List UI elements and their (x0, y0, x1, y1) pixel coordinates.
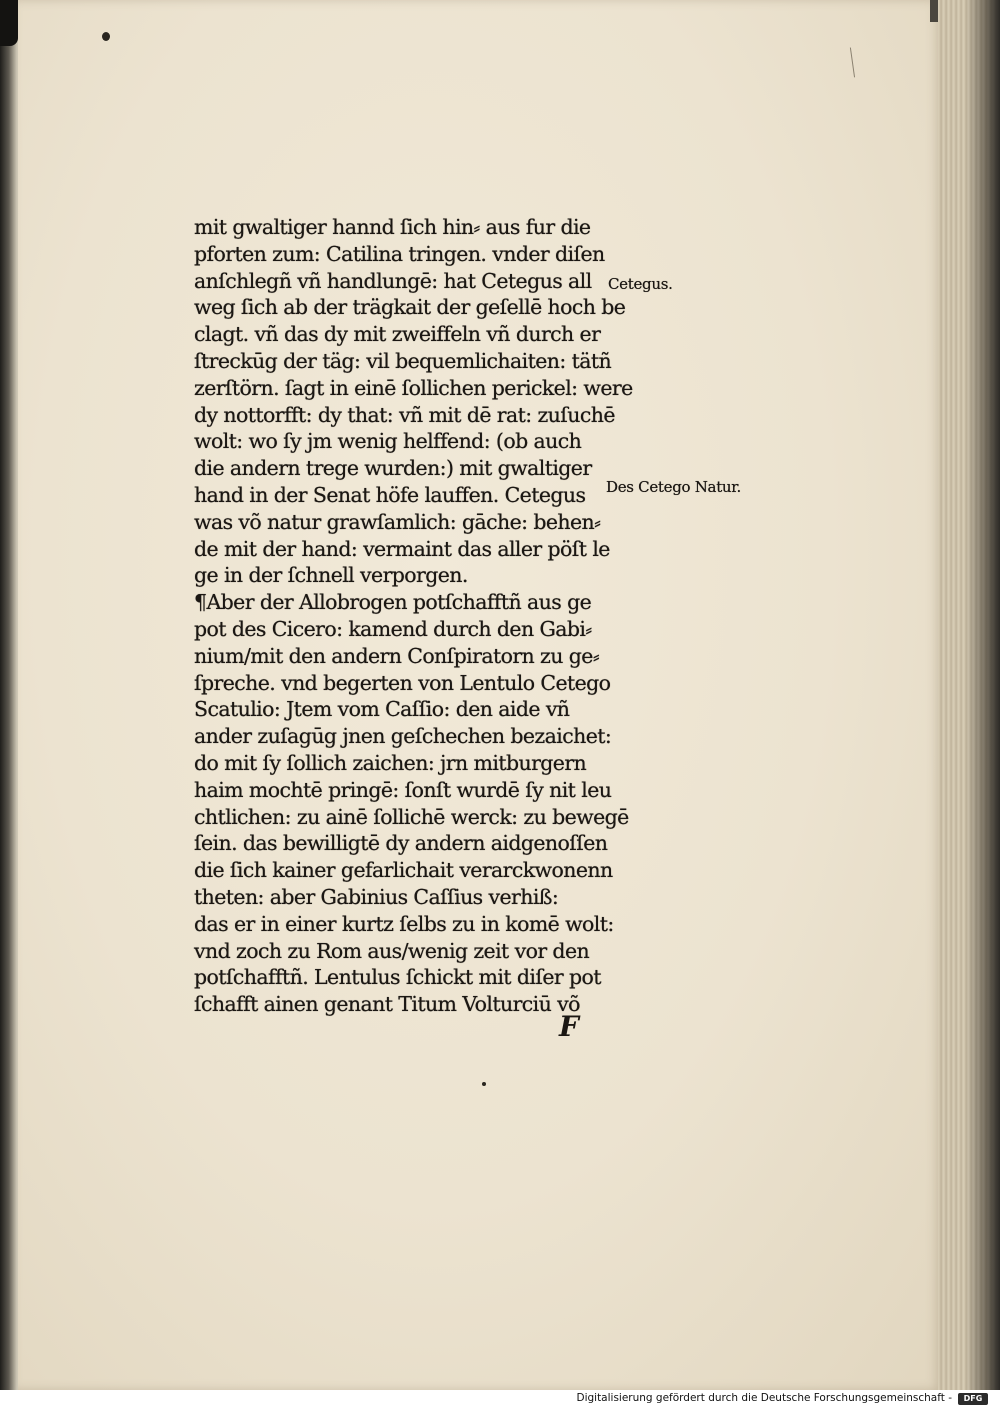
text-line: ander zuſagūg jnen geſchechen bezaichet: (194, 724, 612, 749)
book-page (18, 0, 942, 1390)
text-line: ſchafft ainen genant Titum Volturciū võ (194, 992, 580, 1017)
text-line: chtlichen: zu ainē ſollichē werck: zu bewegē (194, 804, 629, 829)
ink-speck (482, 1082, 486, 1086)
text-line: clagt. vñ das dy mit zweiffeln vñ durch er (194, 322, 601, 347)
text-line: ge in der ſchnell verporgen. (194, 563, 468, 588)
text-line: dy nottorfft: dy that: vñ mit dē rat: zuſuchē (194, 402, 615, 427)
footer-bar (0, 1390, 1000, 1408)
text-line: weg ſich ab der trägkait der geſellē hoch be (194, 295, 626, 320)
text-line: haim mochtē pringē: ſonſt wurdē ſy nit leu (194, 777, 612, 802)
text-line: das er in einer kurtz ſelbs zu in komē wolt: (194, 911, 614, 936)
signature-mark: F (559, 1010, 579, 1043)
pencil-mark (842, 48, 855, 79)
text-line: ſpreche. vnd begerten von Lentulo Cetego (194, 670, 611, 695)
margin-note-cetegus: Cetegus. (608, 275, 673, 293)
page-edges-shadow (965, 0, 1000, 1390)
text-line: vnd zoch zu Rom aus/wenig zeit vor den (194, 938, 590, 963)
text-line: theten: aber Gabinius Caſſius verhiß: (194, 884, 559, 909)
text-line: Scatulio: Jtem vom Caſſio: den aide vñ (194, 697, 570, 722)
footer-credit: Digitalisierung gefördert durch die Deutsche Forschungsgemeinschaft - (576, 1392, 952, 1404)
text-line: potſchafftñ. Lentulus ſchickt mit diſer pot (194, 965, 601, 990)
text-line: zerſtörn. ſagt in einē ſollichen perickel: were (194, 375, 633, 400)
book-cover-corner (0, 0, 18, 46)
text-line: hand in der Senat höfe lauffen. Cetegus (194, 482, 586, 507)
text-line: was võ natur grawſamlich: gāche: behen⸗ (194, 509, 601, 534)
text-line: de mit der hand: vermaint das aller pöſt le (194, 536, 610, 561)
text-line: ſein. das bewilligtē dy andern aidgenoſſen (194, 831, 608, 856)
text-line: mit gwaltiger hannd ſich hin⸗ aus fur die (194, 215, 591, 239)
text-block (194, 214, 633, 1018)
dfg-logo: DFG (958, 1393, 988, 1405)
text-line: wolt: wo ſy jm wenig helffend: (ob auch (194, 429, 582, 454)
margin-note-natur: Des Cetego Natur. (606, 478, 741, 496)
text-line: pforten zum: Catilina tringen. vnder diſen (194, 241, 605, 266)
text-line: do mit ſy ſollich zaichen: jrn mitburgern (194, 750, 587, 775)
text-line: ¶Aber der Allobrogen potſchafftñ aus ge (194, 590, 592, 615)
text-line: die ſich kainer gefarlichait verarckwonenn (194, 858, 613, 883)
ink-speck (102, 32, 110, 41)
text-line: ſtreckūg der täg: vil bequemlichaiten: tätñ (194, 348, 612, 373)
text-line: anſchlegñ vñ handlungē: hat Cetegus all (194, 268, 592, 293)
text-line: nium/mit den andern Conſpiratorn zu ge⸗ (194, 643, 600, 668)
text-line: pot des Cicero: kamend durch den Gabi⸗ (194, 616, 592, 641)
text-line: die andern trege wurden:) mit gwaltiger (194, 456, 592, 481)
